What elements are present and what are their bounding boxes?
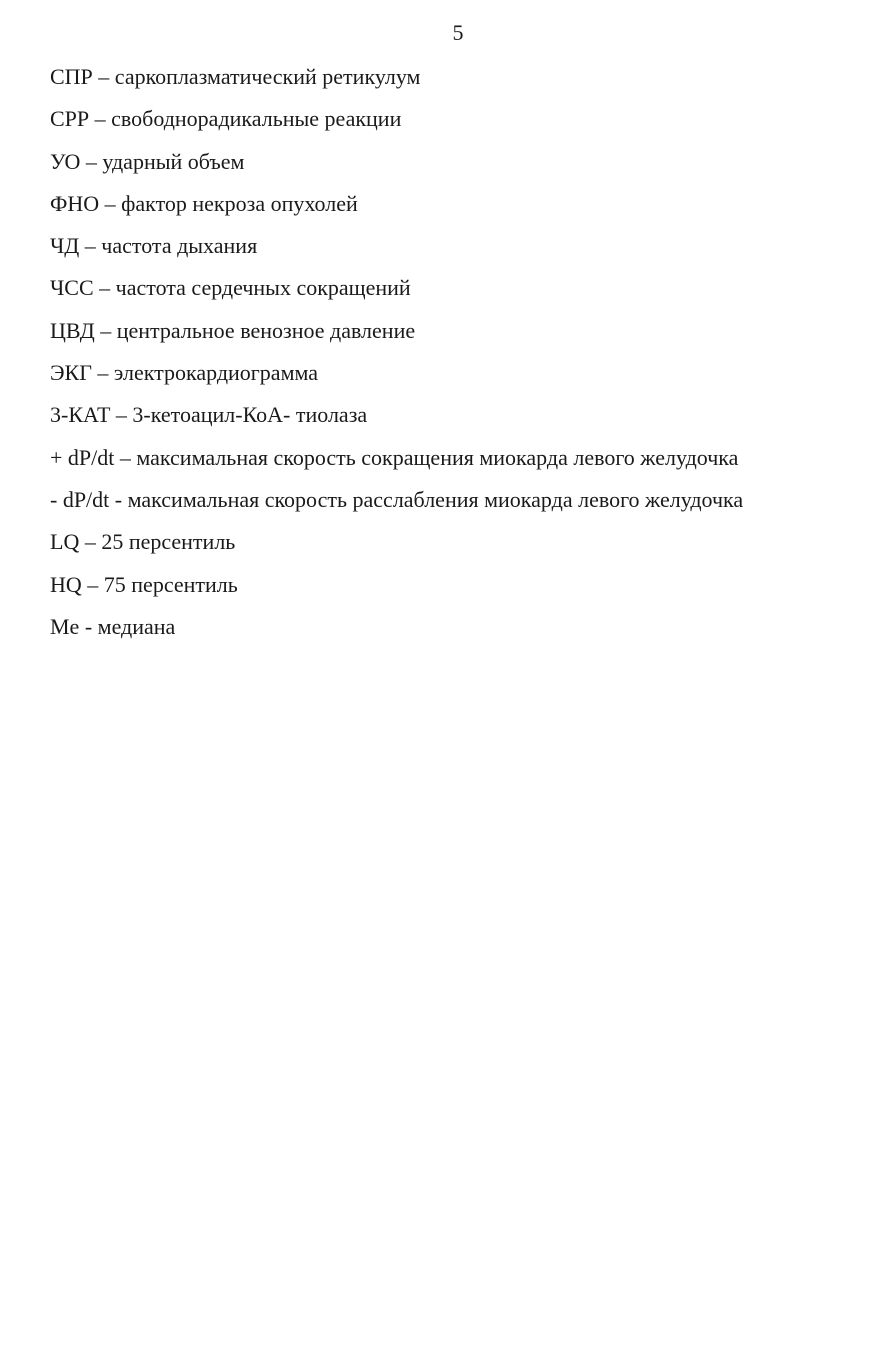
abbreviation-entry-srr: СРР – свободнорадикальные реакции <box>50 106 402 132</box>
abbreviation-entry-plus-dpdt: + dP/dt – максимальная скорость сокращения миокарда левого желудочка <box>50 444 739 470</box>
abbreviation-entry-spr: СПР – саркоплазматический ретикулум <box>50 64 421 89</box>
abbreviation-entry-fno: ФНО – фактор некроза опухолей <box>50 190 358 216</box>
abbreviation-entry-ekg: ЭКГ – электрокардиограмма <box>50 360 319 386</box>
abbreviation-entry-hq: HQ – 75 персентиль <box>50 571 238 597</box>
abbreviation-entry-uo: УО – ударный объем <box>50 148 245 174</box>
abbreviation-entry-tsvd: ЦВД – центральное венозное давление <box>50 317 416 343</box>
page-number: 5 <box>452 20 464 45</box>
abbreviation-entry-chd: ЧД – частота дыхания <box>50 233 258 259</box>
abbreviation-entry-chss: ЧСС – частота сердечных сокращений <box>50 275 411 301</box>
abbreviation-list <box>50 56 743 648</box>
abbreviation-entry-lq: LQ – 25 персентиль <box>50 529 236 555</box>
abbreviation-entry-minus-dpdt: - dP/dt - максимальная скорость расслабления миокарда левого желудочка <box>50 486 744 512</box>
abbreviation-entry-3-kat: 3-КАТ – 3-кетоацил-КоА- тиолаза <box>50 402 368 428</box>
abbreviation-entry-me: Me - медиана <box>50 613 176 639</box>
